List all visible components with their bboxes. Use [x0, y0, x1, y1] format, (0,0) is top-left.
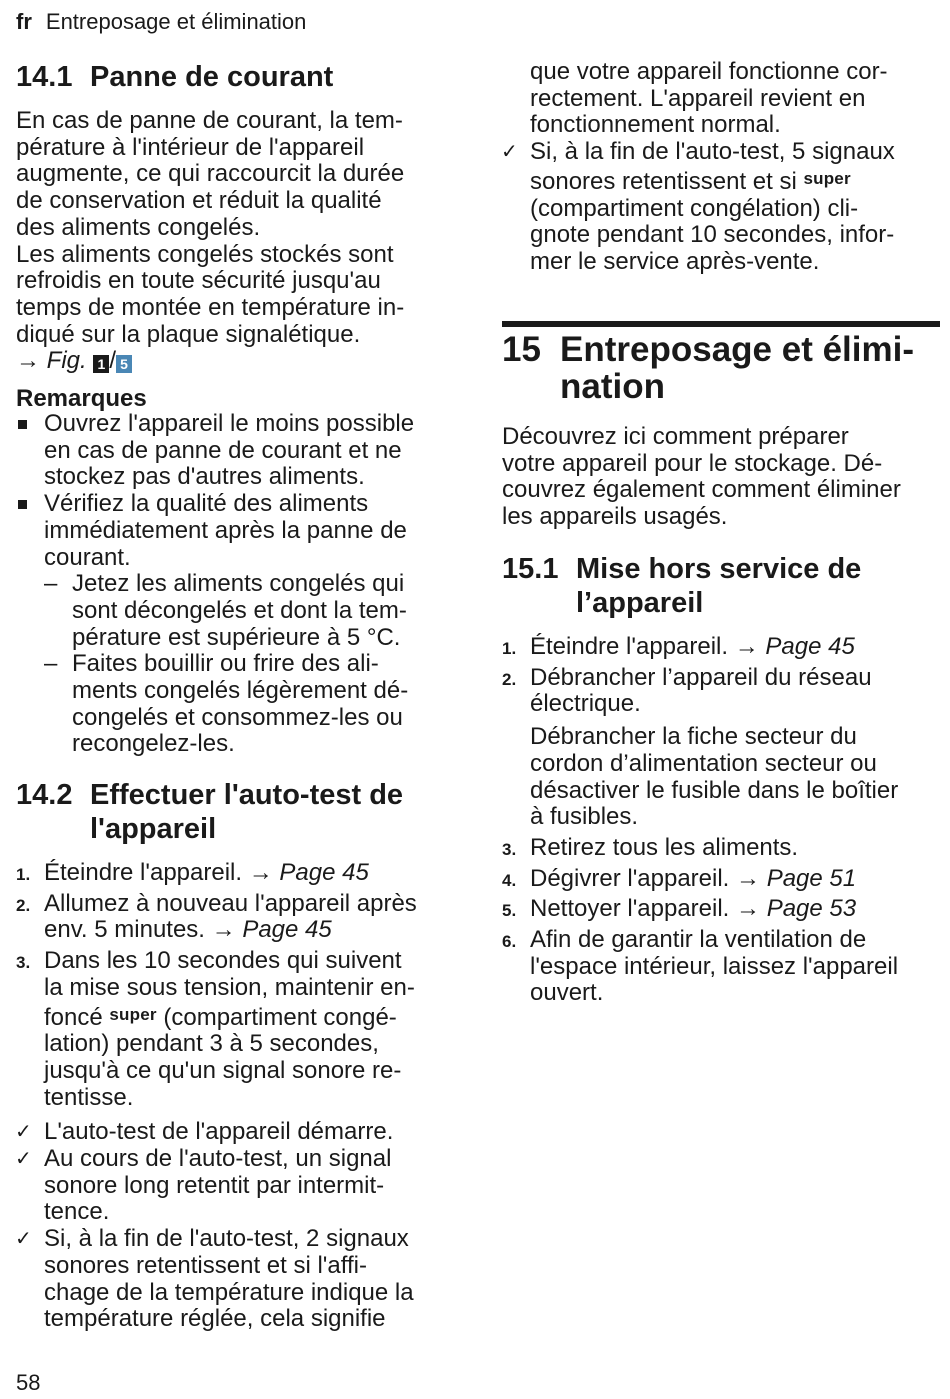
- section-title: [90, 778, 452, 846]
- check-icon: ✓: [15, 1148, 32, 1171]
- text-line: que votre appareil fonctionne cor-: [530, 58, 888, 85]
- super-button-symbol: super: [109, 1004, 157, 1024]
- step-number: 1.: [502, 639, 517, 658]
- text-line: Afin de garantir la ventilation de: [530, 926, 867, 954]
- arrow-icon: →: [734, 633, 759, 660]
- text-line: chage de la température indique la: [44, 1278, 414, 1306]
- arrow-icon: →: [248, 859, 273, 886]
- text-line: la mise sous tension, maintenir en-: [44, 973, 415, 1001]
- remarks-list: [16, 411, 452, 758]
- chapter-title: [560, 331, 940, 405]
- result-item: [502, 139, 940, 276]
- arrow-icon: →: [16, 347, 40, 375]
- text-line: (compartiment congé-: [163, 1003, 397, 1031]
- text-line: l'espace intérieur, laissez l'appareil: [530, 952, 899, 980]
- title-line: nation: [560, 367, 665, 406]
- section-number: 14.2: [16, 779, 73, 811]
- page-link[interactable]: Page 51: [766, 864, 857, 892]
- section-14-1-body: [16, 108, 452, 375]
- square-bullet-icon: [18, 420, 27, 429]
- text-line: Si, à la fin de l'auto-test, 5 signaux: [530, 138, 895, 166]
- text-line: Ouvrez l'appareil le moins possible: [44, 410, 415, 437]
- continued-result: [502, 59, 940, 139]
- text-line: les appareils usagés.: [502, 503, 728, 531]
- text-line: tence.: [44, 1198, 110, 1226]
- selftest-steps: [16, 860, 452, 1333]
- step-number: 4.: [502, 870, 517, 890]
- page-link[interactable]: Page 45: [765, 633, 855, 660]
- section-14-1-heading: [16, 60, 452, 94]
- text-line: désactiver le fusible dans le boîtier: [530, 776, 899, 804]
- step-number: 3.: [16, 953, 31, 973]
- page-link[interactable]: Page 45: [279, 859, 369, 886]
- step-number: 6.: [502, 932, 517, 952]
- chapter-divider: [502, 321, 940, 327]
- step-number: 3.: [502, 839, 517, 859]
- separator: /: [109, 347, 117, 375]
- chapter-15-heading: [502, 331, 940, 405]
- step-text: Nettoyer l'appareil.: [530, 895, 730, 923]
- text-line: diqué sur la plaque signalétique.: [16, 320, 361, 348]
- text-line: En cas de panne de courant, la tem-: [16, 107, 403, 134]
- text-line: en cas de panne de courant et ne: [44, 436, 402, 464]
- text-line: Débrancher la fiche secteur du: [530, 723, 857, 751]
- text-line: immédiatement après la panne de: [44, 516, 407, 544]
- step-item: [502, 866, 940, 893]
- text-line: congelés et consommez-les ou: [72, 703, 403, 731]
- square-bullet-icon: [18, 500, 27, 509]
- text-line: sonores retentissent et si l'affi-: [44, 1251, 367, 1279]
- text-line: température réglée, cela signifie: [44, 1305, 386, 1333]
- selftest-continuation: [502, 59, 940, 276]
- language-code: fr: [16, 9, 32, 34]
- text-line: Jetez les aliments congelés qui: [72, 570, 405, 598]
- result-item: [16, 1226, 452, 1333]
- step-note: [530, 724, 940, 831]
- section-title: Panne de courant: [90, 61, 334, 93]
- text-line: rectement. L'appareil revient en: [530, 84, 866, 112]
- remarks-heading: Remarques: [16, 385, 147, 412]
- step-item: [502, 665, 940, 831]
- decommission-steps: [502, 634, 940, 1007]
- dash-item: [44, 571, 452, 651]
- text-line: stockez pas d'autres aliments.: [44, 463, 365, 491]
- text-line: cordon d’alimentation secteur ou: [530, 749, 877, 777]
- text-line: fonctionnement normal.: [530, 111, 781, 139]
- text-line: ouvert.: [530, 979, 604, 1007]
- text-line: foncé: [44, 1003, 103, 1031]
- check-icon: ✓: [501, 141, 518, 164]
- text-line: refroidis en toute sécurité jusqu'au: [16, 267, 381, 295]
- step-text: Éteindre l'appareil.: [530, 633, 729, 660]
- step-item: [502, 927, 940, 1007]
- section-15-1-heading: [502, 552, 940, 620]
- step-item: [502, 896, 940, 923]
- step-item: [16, 860, 452, 887]
- text-line: à fusibles.: [530, 803, 639, 831]
- text-line: env. 5 minutes.: [44, 916, 205, 944]
- text-line: Si, à la fin de l'auto-test, 2 signaux: [44, 1225, 409, 1253]
- step-item: [16, 948, 452, 1111]
- figure-reference[interactable]: [16, 348, 452, 375]
- check-icon: ✓: [15, 1228, 32, 1251]
- text-line: tentisse.: [44, 1083, 134, 1111]
- text-line: Les aliments congelés stockés sont: [16, 240, 394, 268]
- section-number: 14.1: [16, 61, 73, 93]
- running-title: Entreposage et élimination: [45, 9, 307, 34]
- title-line: Effectuer l'auto-test de: [90, 779, 404, 811]
- section-title: [576, 552, 940, 620]
- step-number: 1.: [16, 865, 31, 884]
- text-line: Faites bouillir ou frire des ali-: [72, 650, 379, 678]
- text-line: de conservation et réduit la qualité: [16, 187, 382, 215]
- page-link[interactable]: Page 45: [242, 916, 332, 944]
- step-text: Éteindre l'appareil.: [44, 859, 243, 886]
- dash-bullet-icon: –: [44, 650, 58, 678]
- text-line: courant.: [44, 543, 131, 571]
- text-line: votre appareil pour le stockage. Dé-: [502, 449, 883, 477]
- text-line: des aliments congelés.: [16, 213, 261, 241]
- step-text: Dégivrer l'appareil.: [530, 864, 730, 892]
- chapter-15-intro: [502, 424, 940, 531]
- text-line: Découvrez ici comment préparer: [502, 423, 849, 450]
- fig-label: Fig.: [46, 347, 87, 375]
- step-number: 2.: [502, 669, 517, 689]
- text-line: (compartiment congélation) cli-: [530, 194, 859, 222]
- text-line: recongelez-les.: [72, 730, 235, 758]
- text-line: temps de montée en température in-: [16, 293, 405, 321]
- section-number: 15.1: [502, 553, 559, 585]
- page-header: [16, 8, 306, 36]
- text-line: jusqu'à ce qu'un signal sonore re-: [44, 1056, 402, 1084]
- text-line: Au cours de l'auto-test, un signal: [44, 1145, 392, 1173]
- step-item: [16, 891, 452, 944]
- dash-item: [44, 651, 452, 758]
- paragraph: [16, 242, 452, 349]
- text-line: pérature à l'intérieur de l'appareil: [16, 133, 365, 161]
- text-line: Allumez à nouveau l'appareil après: [44, 889, 417, 917]
- text-line: sonores retentissent et si: [530, 167, 797, 195]
- bullet-item: [16, 411, 452, 491]
- step-item: [502, 835, 940, 862]
- super-button-symbol: super: [803, 168, 851, 188]
- text-line: ments congelés légèrement dé-: [72, 677, 409, 705]
- page-link[interactable]: Page 53: [766, 895, 857, 923]
- chapter-number: 15: [502, 330, 541, 369]
- result-item: [16, 1146, 452, 1226]
- text-line: L'auto-test de l'appareil démarre.: [44, 1118, 394, 1146]
- text-line: sonore long retentit par intermit-: [44, 1171, 385, 1199]
- text-line: augmente, ce qui raccourcit la durée: [16, 160, 405, 188]
- text-line: lation) pendant 3 à 5 secondes,: [44, 1030, 379, 1058]
- step-number: 5.: [502, 901, 517, 921]
- text-line: mer le service après-vente.: [530, 247, 820, 275]
- check-icon: ✓: [15, 1121, 32, 1144]
- text-line: gnote pendant 10 secondes, infor-: [530, 221, 895, 249]
- step-item: [502, 634, 940, 661]
- text-line: sont décongelés et dont la tem-: [72, 596, 407, 624]
- title-line: Mise hors service de: [576, 553, 862, 585]
- result-item: [16, 1119, 452, 1146]
- arrow-icon: →: [211, 916, 236, 944]
- text-line: Débrancher l’appareil du réseau: [530, 663, 872, 691]
- text-line: Dans les 10 secondes qui suivent: [44, 947, 402, 975]
- text-line: couvrez également comment éliminer: [502, 476, 901, 504]
- text-line: électrique.: [530, 690, 641, 718]
- dash-bullet-icon: –: [44, 570, 58, 598]
- bullet-item: [16, 491, 452, 571]
- title-line: Entreposage et élimi-: [560, 330, 914, 369]
- section-14-2-heading: [16, 778, 452, 846]
- paragraph: [16, 108, 452, 242]
- text-line: pérature est supérieure à 5 °C.: [72, 623, 401, 651]
- text-line: Vérifiez la qualité des aliments: [44, 490, 369, 518]
- title-line: l’appareil: [576, 587, 704, 619]
- figure-number-badge: 1: [93, 355, 109, 373]
- arrow-icon: →: [736, 895, 761, 923]
- step-text: Retirez tous les aliments.: [530, 833, 799, 861]
- page-number: 58: [16, 1370, 41, 1395]
- step-number: 2.: [16, 895, 31, 915]
- title-line: l'appareil: [90, 813, 217, 845]
- figure-number-badge: 5: [116, 355, 132, 373]
- arrow-icon: →: [736, 864, 761, 892]
